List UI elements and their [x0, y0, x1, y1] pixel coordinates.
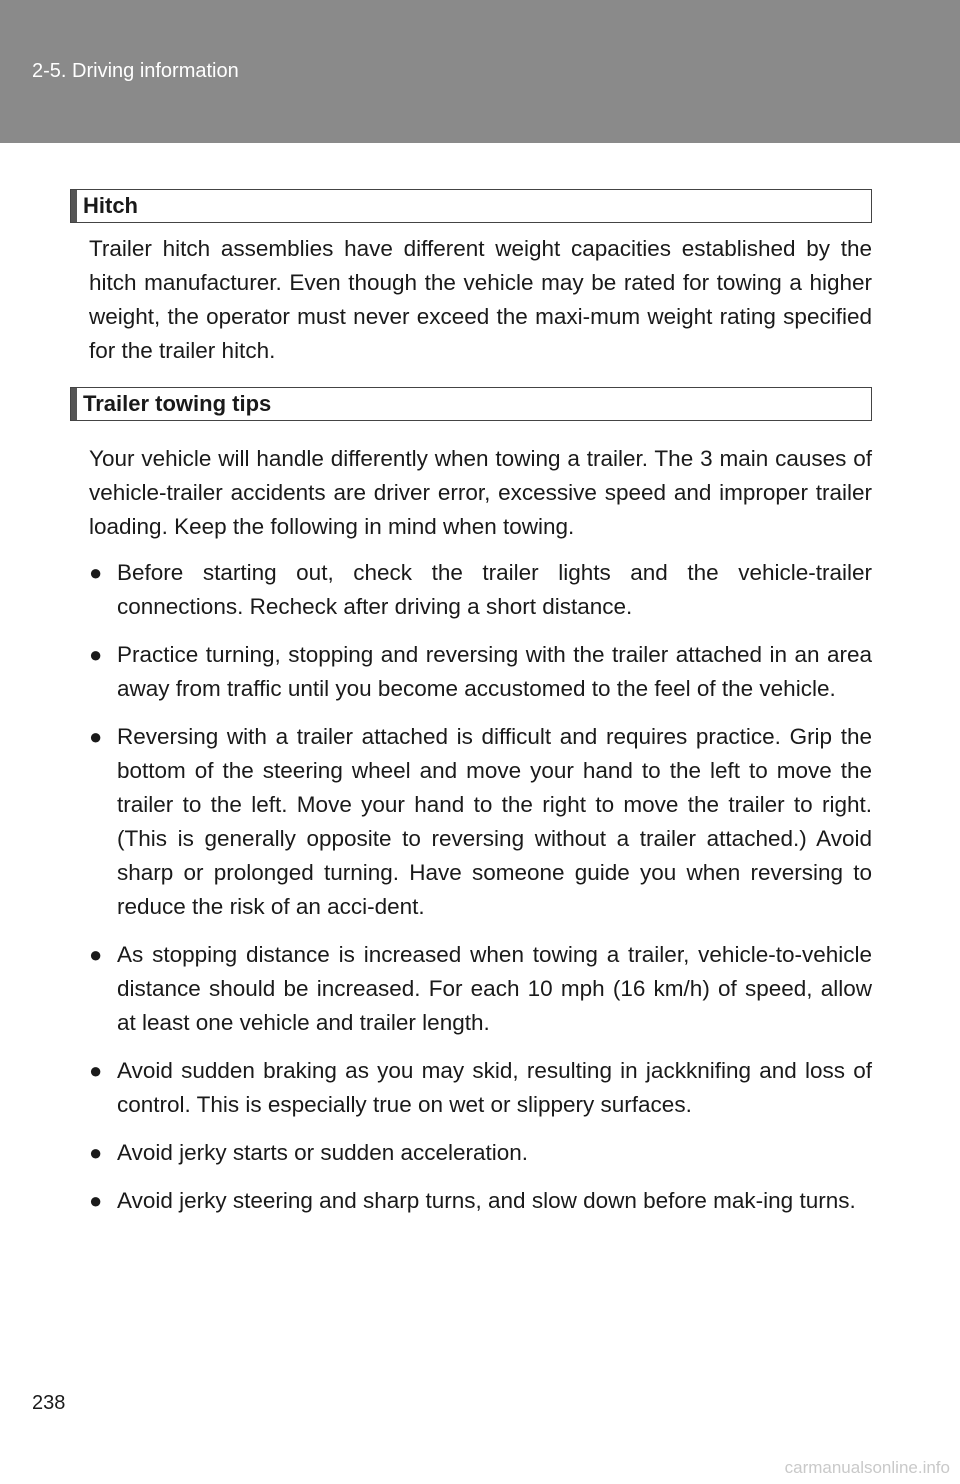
list-item	[89, 720, 872, 924]
bullet-text: Reversing with a trailer attached is difficult and requires practice. Grip the bottom of the steering wheel and move your hand to the left to move the trailer to the left. Move your hand to the right to move the trailer to right. (This is generally opposite to reversing without a trailer attached.) Avoid sharp or prolonged turning. Have someone guide you when reversing to reduce the risk of an acci-dent.	[117, 724, 872, 919]
list-item	[89, 938, 872, 1040]
list-item	[89, 638, 872, 706]
list-item	[89, 1136, 872, 1170]
bullet-text: As stopping distance is increased when towing a trailer, vehicle-to-vehicle distance should be increased. For each 10 mph (16 km/h) of speed, allow at least one vehicle and trailer length.	[117, 942, 872, 1035]
bullet-text: Avoid sudden braking as you may skid, resulting in jackknifing and loss of control. This is especially true on wet or slippery surfaces.	[117, 1058, 872, 1117]
bullet-icon: ●	[89, 560, 103, 585]
watermark: carmanualsonline.info	[784, 1458, 950, 1477]
bullet-text: Avoid jerky starts or sudden acceleration.	[117, 1140, 529, 1165]
bullet-text: Avoid jerky steering and sharp turns, and slow down before mak-ing turns.	[117, 1188, 856, 1213]
page-number: 238	[32, 1392, 66, 1414]
heading-hitch: Hitch	[70, 189, 872, 223]
list-item	[89, 1184, 872, 1218]
list-item	[89, 1054, 872, 1122]
header-bar	[0, 0, 960, 143]
bullet-text: Before starting out, check the trailer lights and the vehicle-trailer connections. Recheck after driving a short distance.	[117, 560, 872, 619]
list-item	[89, 556, 872, 624]
bullet-icon: ●	[89, 724, 103, 749]
bullet-icon: ●	[89, 942, 103, 967]
bullet-icon: ●	[89, 642, 103, 667]
bullet-icon: ●	[89, 1058, 103, 1083]
heading-trailer-towing-tips: Trailer towing tips	[70, 387, 872, 421]
bullet-icon: ●	[89, 1188, 103, 1213]
page-content	[70, 189, 872, 1218]
bullet-text: Practice turning, stopping and reversing with the trailer attached in an area away from traffic until you become accustomed to the feel of the vehicle.	[117, 642, 872, 701]
hitch-paragraph: Trailer hitch assemblies have different weight capacities established by the hitch manufacturer. Even though the vehicle may be rated for towing a higher weight, the operator must never exceed the maxi-mum weight rating specified for the trailer hitch.	[89, 236, 872, 363]
towing-tips-paragraph: Your vehicle will handle differently when towing a trailer. The 3 main causes of vehicle-trailer accidents are driver error, excessive speed and improper trailer loading. Keep the following in mind when towing.	[89, 446, 872, 539]
section-title: 2-5. Driving information	[32, 60, 239, 82]
bullet-icon: ●	[89, 1140, 103, 1165]
towing-tips-list	[89, 556, 872, 1218]
